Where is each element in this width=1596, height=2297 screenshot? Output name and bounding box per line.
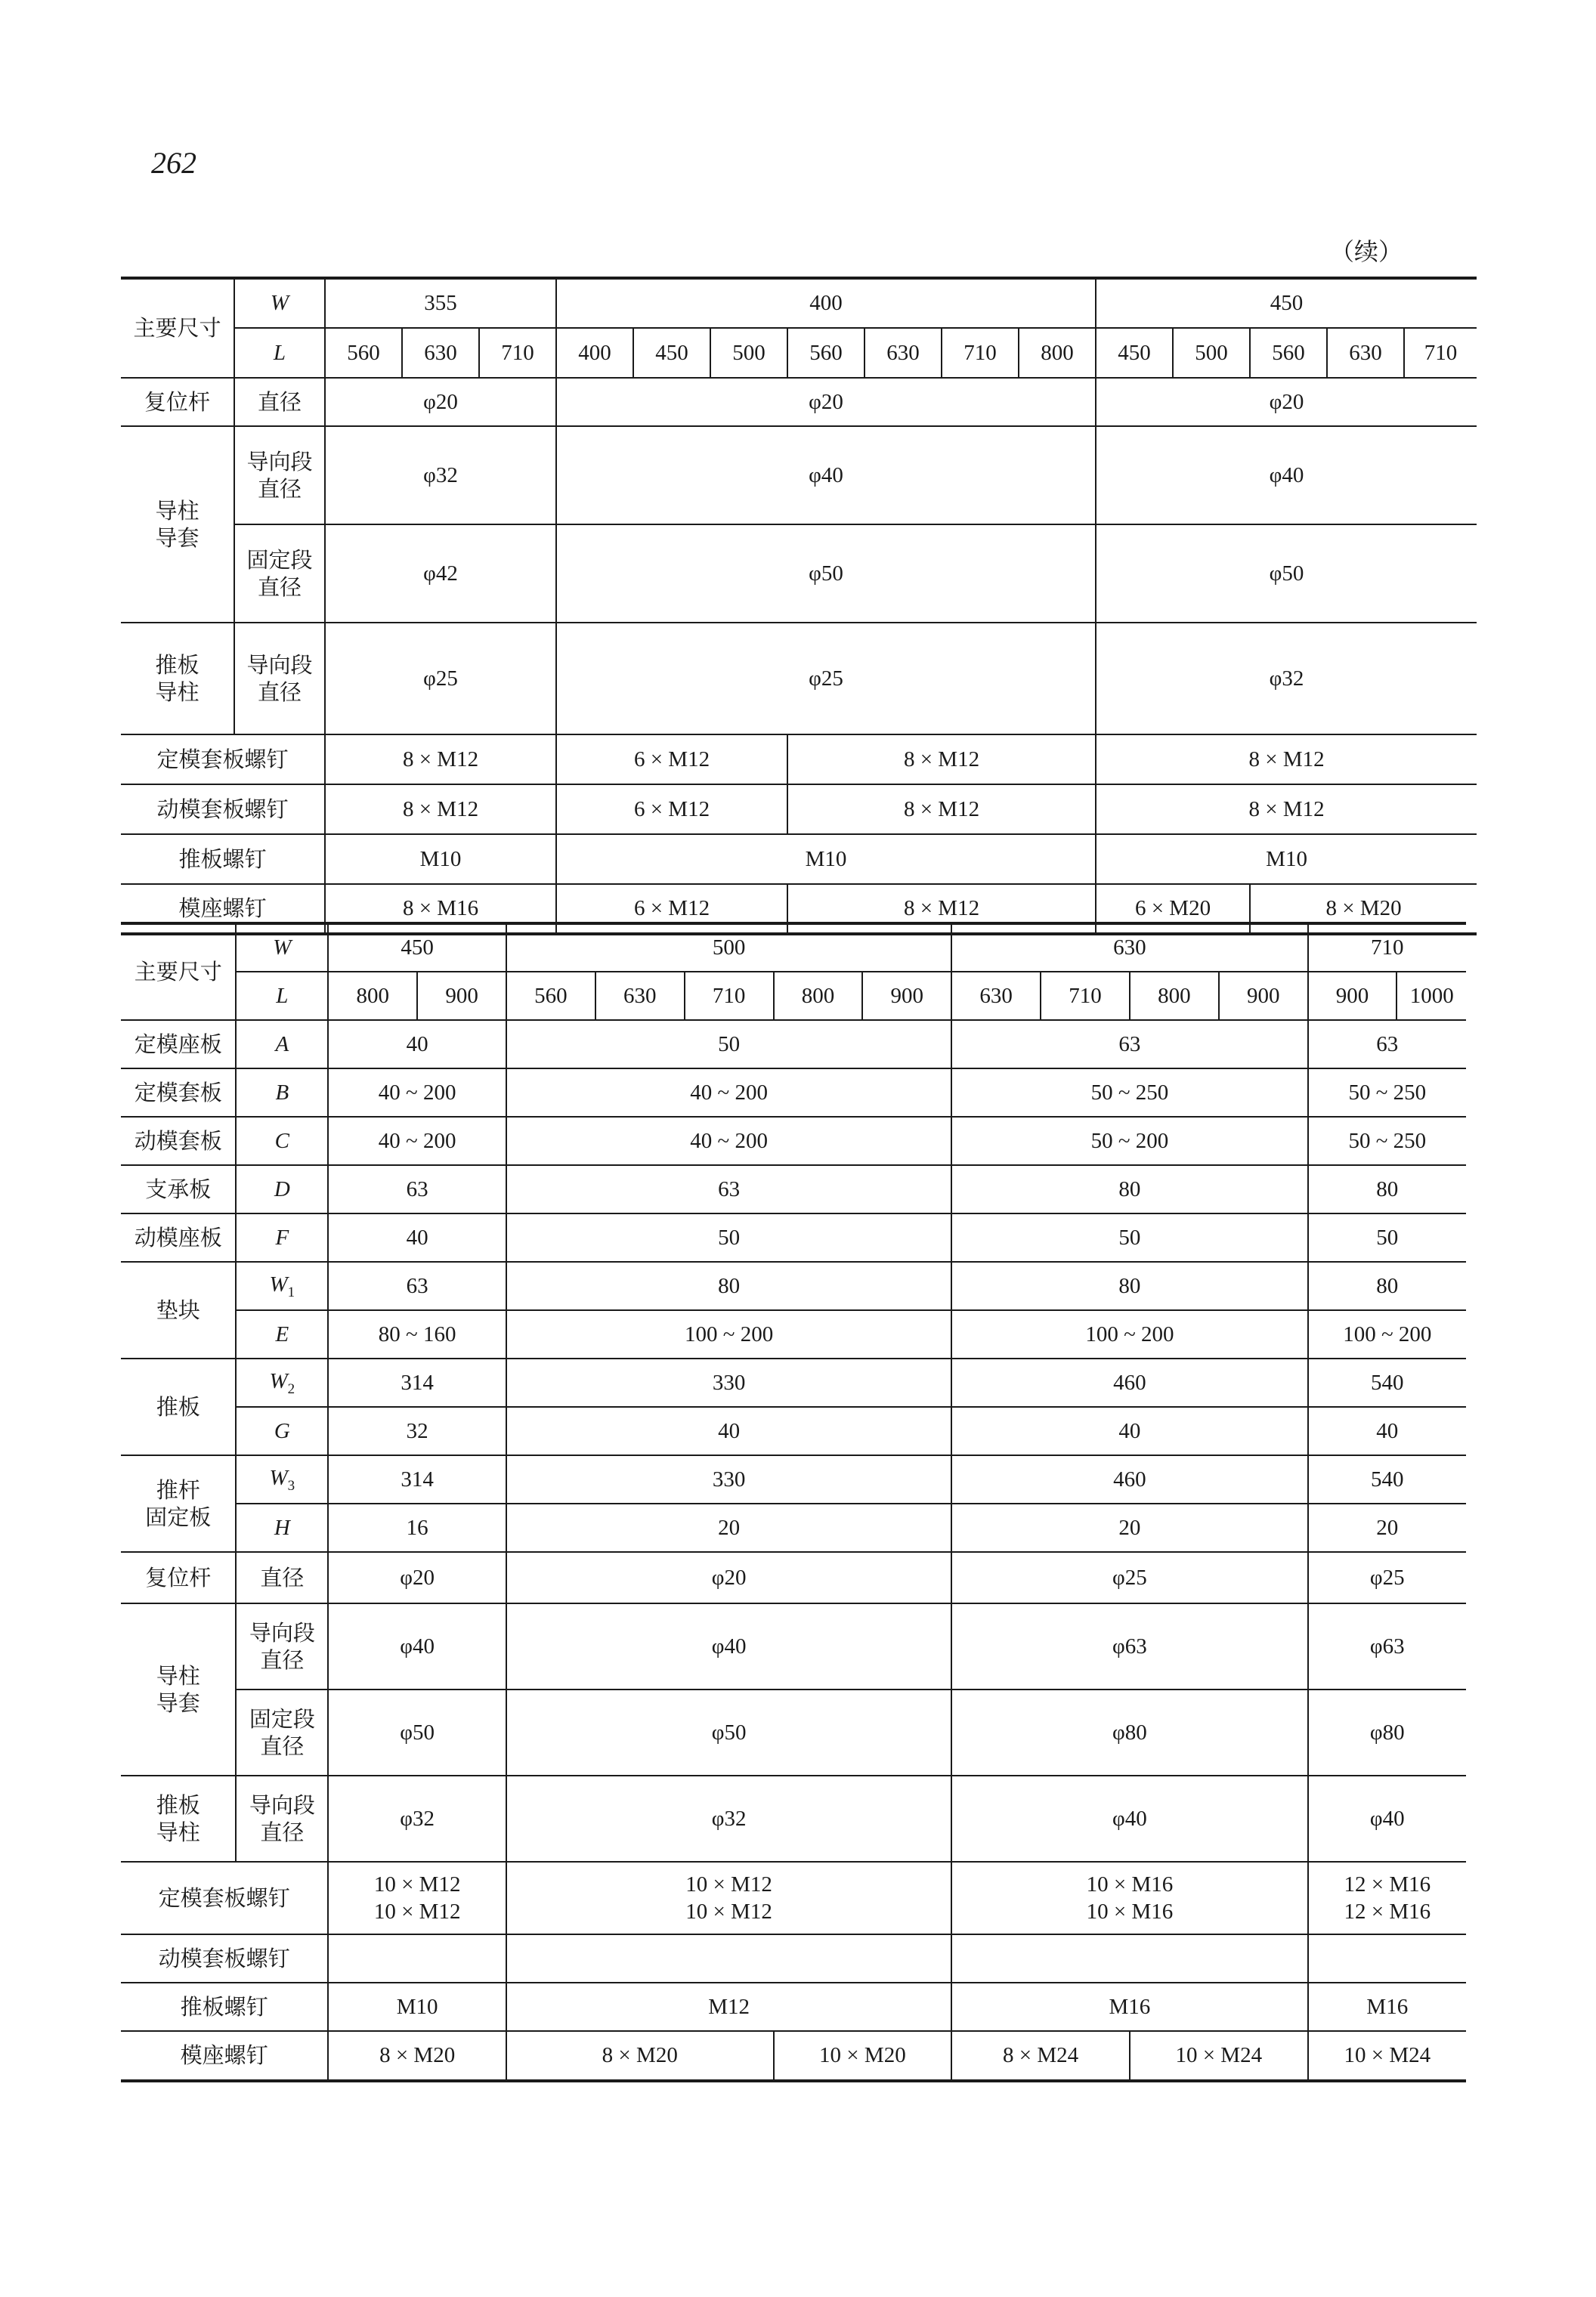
cell-value-empty bbox=[328, 1934, 506, 1983]
cell-value: 314 bbox=[328, 1359, 506, 1407]
base-screws-label: 模座螺钉 bbox=[121, 884, 325, 934]
cell-value: 6 × M12 bbox=[556, 734, 787, 784]
pad-block-label: 垫块 bbox=[121, 1262, 236, 1359]
cell-value: φ32 bbox=[1096, 623, 1477, 734]
w-value: 400 bbox=[556, 278, 1096, 328]
ejector-screws-label: 推板螺钉 bbox=[121, 834, 325, 884]
cell-value: M10 bbox=[556, 834, 1096, 884]
symbol-subscript: 1 bbox=[287, 1284, 295, 1300]
l-value: 630 bbox=[865, 328, 942, 378]
cell-value: M10 bbox=[328, 1983, 506, 2031]
cell-value: 20 bbox=[506, 1504, 951, 1552]
cell-value: φ40 bbox=[951, 1776, 1307, 1862]
symbol-letter: W bbox=[269, 1465, 288, 1490]
label-line: 导向段 bbox=[249, 1792, 315, 1818]
cell-value: 330 bbox=[506, 1455, 951, 1504]
label-line: 直径 bbox=[257, 574, 302, 600]
main-dims-label: 主要尺寸 bbox=[121, 923, 236, 1020]
cell-value: φ20 bbox=[325, 378, 556, 426]
cell-value: 20 bbox=[951, 1504, 1307, 1552]
l-value: 500 bbox=[1173, 328, 1250, 378]
row-symbol: B bbox=[236, 1068, 328, 1117]
value-line: 12 × M16 bbox=[1344, 1900, 1431, 1924]
guide-pillar-label bbox=[121, 426, 234, 623]
label-line: 直径 bbox=[260, 1733, 305, 1759]
sym-w: W bbox=[234, 278, 325, 328]
l-value: 710 bbox=[1404, 328, 1477, 378]
cell-value: φ40 bbox=[1096, 426, 1477, 524]
cell-value: 100 ~ 200 bbox=[1308, 1310, 1466, 1359]
label-line: 直径 bbox=[257, 679, 302, 705]
cell-value-empty bbox=[951, 1934, 1307, 1983]
l-value: 1000 bbox=[1396, 972, 1466, 1020]
label-line: 导柱 bbox=[156, 1819, 200, 1845]
row-symbol: D bbox=[236, 1165, 328, 1213]
cell-value: φ80 bbox=[951, 1690, 1307, 1776]
cell-value: 100 ~ 200 bbox=[506, 1310, 951, 1359]
guide-section-label bbox=[236, 1776, 328, 1862]
l-value: 560 bbox=[325, 328, 402, 378]
cell-value: 10 × M20 bbox=[774, 2031, 952, 2081]
cell-value: 8 × M12 bbox=[1096, 734, 1477, 784]
row-symbol bbox=[236, 1359, 328, 1407]
cell-value: φ50 bbox=[328, 1690, 506, 1776]
cell-value: φ32 bbox=[506, 1776, 951, 1862]
label-line: 直径 bbox=[260, 1647, 305, 1673]
diameter-label: 直径 bbox=[234, 378, 325, 426]
cell-value: 10 × M24 bbox=[1130, 2031, 1308, 2081]
l-value: 630 bbox=[402, 328, 479, 378]
l-value: 800 bbox=[328, 972, 417, 1020]
l-value: 800 bbox=[1019, 328, 1096, 378]
row-symbol: G bbox=[236, 1407, 328, 1455]
cell-value: 8 × M12 bbox=[787, 884, 1096, 934]
diameter-label: 直径 bbox=[236, 1552, 328, 1603]
l-value: 900 bbox=[1308, 972, 1397, 1020]
l-value: 630 bbox=[1327, 328, 1404, 378]
cell-value: 63 bbox=[328, 1165, 506, 1213]
w-value: 355 bbox=[325, 278, 556, 328]
cell-value: 80 bbox=[506, 1262, 951, 1310]
l-value: 450 bbox=[633, 328, 710, 378]
w-value: 450 bbox=[1096, 278, 1477, 328]
cell-value: 50 bbox=[951, 1213, 1307, 1262]
label-line: 导套 bbox=[156, 1690, 200, 1716]
cell-value: 63 bbox=[506, 1165, 951, 1213]
cell-value: 8 × M20 bbox=[1250, 884, 1477, 934]
label-line: 直径 bbox=[257, 476, 302, 502]
cell-value: 8 × M16 bbox=[325, 884, 556, 934]
symbol-subscript: 3 bbox=[287, 1477, 295, 1494]
cell-value: 80 bbox=[1308, 1165, 1466, 1213]
cell-value: 80 bbox=[951, 1262, 1307, 1310]
cell-value: M10 bbox=[1096, 834, 1477, 884]
value-line: 10 × M16 bbox=[1086, 1900, 1174, 1924]
label-line: 导柱 bbox=[156, 1662, 200, 1689]
cell-value: M16 bbox=[1308, 1983, 1466, 2031]
cell-value: M12 bbox=[506, 1983, 951, 2031]
cell-value: φ20 bbox=[556, 378, 1096, 426]
cell-value: 50 bbox=[506, 1020, 951, 1068]
cell-value: φ32 bbox=[328, 1776, 506, 1862]
cell-value: 6 × M12 bbox=[556, 784, 787, 834]
label-line: 推杆 bbox=[156, 1476, 200, 1503]
cell-value: 40 ~ 200 bbox=[506, 1068, 951, 1117]
value-line: 10 × M16 bbox=[1086, 1872, 1174, 1897]
l-value: 900 bbox=[417, 972, 506, 1020]
cell-value: 40 bbox=[506, 1407, 951, 1455]
symbol-letter: W bbox=[269, 1272, 288, 1297]
cell-value: φ40 bbox=[1308, 1776, 1466, 1862]
spec-table-upper bbox=[121, 277, 1477, 935]
cell-value: 460 bbox=[951, 1359, 1307, 1407]
label-line: 固定板 bbox=[145, 1504, 212, 1530]
moving-plate-screws-label: 动模套板螺钉 bbox=[121, 1934, 328, 1983]
row-symbol bbox=[236, 1455, 328, 1504]
row-symbol bbox=[236, 1262, 328, 1310]
cell-value: 40 bbox=[1308, 1407, 1466, 1455]
ejector-plate-label: 推板 bbox=[121, 1359, 236, 1455]
cell-value: 16 bbox=[328, 1504, 506, 1552]
cell-value: 8 × M20 bbox=[328, 2031, 506, 2081]
cell-value: 40 ~ 200 bbox=[328, 1068, 506, 1117]
value-line: 12 × M16 bbox=[1344, 1872, 1431, 1897]
label-line: 导向段 bbox=[246, 448, 313, 475]
l-value: 500 bbox=[710, 328, 787, 378]
l-value: 560 bbox=[1250, 328, 1327, 378]
cell-value: φ20 bbox=[506, 1552, 951, 1603]
cell-value: 32 bbox=[328, 1407, 506, 1455]
cell-value: 8 × M12 bbox=[325, 784, 556, 834]
cell-value: 8 × M12 bbox=[787, 784, 1096, 834]
ejector-screws-label: 推板螺钉 bbox=[121, 1983, 328, 2031]
cell-value: 63 bbox=[1308, 1020, 1466, 1068]
cell-value: 10 × M24 bbox=[1308, 2031, 1466, 2081]
l-value: 710 bbox=[685, 972, 774, 1020]
cell-value: 50 ~ 250 bbox=[1308, 1117, 1466, 1165]
symbol-letter: W bbox=[269, 1368, 288, 1393]
cell-value: 40 ~ 200 bbox=[506, 1117, 951, 1165]
base-screws-label: 模座螺钉 bbox=[121, 2031, 328, 2081]
row-symbol: F bbox=[236, 1213, 328, 1262]
l-value: 800 bbox=[774, 972, 863, 1020]
cell-value bbox=[328, 1862, 506, 1934]
row-label: 定模套板 bbox=[121, 1068, 236, 1117]
row-symbol: H bbox=[236, 1504, 328, 1552]
label-line: 直径 bbox=[260, 1819, 305, 1845]
cell-value bbox=[506, 1862, 951, 1934]
cell-value: 50 ~ 250 bbox=[1308, 1068, 1466, 1117]
fixed-plate-screws-label: 定模套板螺钉 bbox=[121, 1862, 328, 1934]
spec-table-lower bbox=[121, 922, 1466, 2082]
cell-value: φ25 bbox=[325, 623, 556, 734]
cell-value: 40 bbox=[328, 1020, 506, 1068]
cell-value: φ63 bbox=[1308, 1603, 1466, 1690]
cell-value: 40 ~ 200 bbox=[328, 1117, 506, 1165]
cell-value: 50 bbox=[1308, 1213, 1466, 1262]
cell-value: 80 ~ 160 bbox=[328, 1310, 506, 1359]
cell-value: 100 ~ 200 bbox=[951, 1310, 1307, 1359]
cell-value: φ25 bbox=[951, 1552, 1307, 1603]
sym-l: L bbox=[236, 972, 328, 1020]
guide-pillar-label bbox=[121, 1603, 236, 1776]
cell-value: φ50 bbox=[556, 524, 1096, 623]
moving-plate-screws-label: 动模套板螺钉 bbox=[121, 784, 325, 834]
cell-value: 6 × M12 bbox=[556, 884, 787, 934]
w-value: 710 bbox=[1308, 923, 1466, 972]
cell-value: M10 bbox=[325, 834, 556, 884]
cell-value: 80 bbox=[1308, 1262, 1466, 1310]
l-value: 800 bbox=[1130, 972, 1219, 1020]
fixed-section-label bbox=[236, 1690, 328, 1776]
cell-value-empty bbox=[1308, 1934, 1466, 1983]
l-value: 630 bbox=[951, 972, 1041, 1020]
label-line: 导套 bbox=[155, 525, 200, 551]
l-value: 450 bbox=[1096, 328, 1173, 378]
cell-value: 330 bbox=[506, 1359, 951, 1407]
label-line: 固定段 bbox=[246, 546, 313, 573]
value-line: 10 × M12 bbox=[685, 1900, 772, 1924]
main-dims-label: 主要尺寸 bbox=[121, 278, 234, 378]
cell-value: 314 bbox=[328, 1455, 506, 1504]
cell-value: 8 × M12 bbox=[787, 734, 1096, 784]
l-value: 710 bbox=[942, 328, 1019, 378]
cell-value: φ20 bbox=[1096, 378, 1477, 426]
cell-value: 63 bbox=[951, 1020, 1307, 1068]
row-label: 动模套板 bbox=[121, 1117, 236, 1165]
reset-rod-label: 复位杆 bbox=[121, 378, 234, 426]
cell-value bbox=[951, 1862, 1307, 1934]
reset-rod-label: 复位杆 bbox=[121, 1552, 236, 1603]
w-value: 500 bbox=[506, 923, 951, 972]
l-value: 560 bbox=[506, 972, 595, 1020]
row-label: 动模座板 bbox=[121, 1213, 236, 1262]
cell-value: φ32 bbox=[325, 426, 556, 524]
w-value: 630 bbox=[951, 923, 1307, 972]
label-line: 固定段 bbox=[249, 1705, 315, 1732]
cell-value: φ40 bbox=[506, 1603, 951, 1690]
cell-value: φ20 bbox=[328, 1552, 506, 1603]
w-value: 450 bbox=[328, 923, 506, 972]
l-value: 400 bbox=[556, 328, 633, 378]
cell-value: φ42 bbox=[325, 524, 556, 623]
fixed-plate-screws-label: 定模套板螺钉 bbox=[121, 734, 325, 784]
sym-l: L bbox=[234, 328, 325, 378]
cell-value: 20 bbox=[1308, 1504, 1466, 1552]
l-value: 560 bbox=[787, 328, 865, 378]
continued-label: （续） bbox=[1330, 237, 1403, 266]
cell-value: 40 bbox=[951, 1407, 1307, 1455]
row-symbol: E bbox=[236, 1310, 328, 1359]
cell-value: 8 × M24 bbox=[951, 2031, 1130, 2081]
ejector-guide-label bbox=[121, 1776, 236, 1862]
cell-value: 540 bbox=[1308, 1359, 1466, 1407]
cell-value-empty bbox=[506, 1934, 951, 1983]
cell-value: φ63 bbox=[951, 1603, 1307, 1690]
cell-value: 40 bbox=[328, 1213, 506, 1262]
cell-value: φ25 bbox=[556, 623, 1096, 734]
cell-value: 50 ~ 250 bbox=[951, 1068, 1307, 1117]
label-line: 导柱 bbox=[155, 497, 200, 524]
symbol-subscript: 2 bbox=[287, 1380, 295, 1397]
guide-section-label bbox=[234, 426, 325, 524]
l-value: 710 bbox=[1041, 972, 1130, 1020]
row-symbol: C bbox=[236, 1117, 328, 1165]
cell-value: 8 × M12 bbox=[1096, 784, 1477, 834]
sym-w: W bbox=[236, 923, 328, 972]
cell-value: 50 bbox=[506, 1213, 951, 1262]
fixed-section-label bbox=[234, 524, 325, 623]
cell-value bbox=[1308, 1862, 1466, 1934]
cell-value: 50 ~ 200 bbox=[951, 1117, 1307, 1165]
guide-section-label bbox=[234, 623, 325, 734]
label-line: 推板 bbox=[155, 651, 200, 678]
cell-value: φ40 bbox=[328, 1603, 506, 1690]
cell-value: 8 × M12 bbox=[325, 734, 556, 784]
ejector-guide-label bbox=[121, 623, 234, 734]
l-value: 900 bbox=[862, 972, 951, 1020]
l-value: 710 bbox=[479, 328, 556, 378]
row-symbol: A bbox=[236, 1020, 328, 1068]
cell-value: 540 bbox=[1308, 1455, 1466, 1504]
cell-value: M16 bbox=[951, 1983, 1307, 2031]
value-line: 10 × M12 bbox=[373, 1872, 461, 1897]
cell-value: φ80 bbox=[1308, 1690, 1466, 1776]
l-value: 900 bbox=[1219, 972, 1308, 1020]
l-value: 630 bbox=[595, 972, 685, 1020]
cell-value: 63 bbox=[328, 1262, 506, 1310]
label-line: 推板 bbox=[156, 1792, 200, 1818]
cell-value: φ50 bbox=[1096, 524, 1477, 623]
value-line: 10 × M12 bbox=[373, 1900, 461, 1924]
label-line: 导柱 bbox=[155, 679, 200, 705]
page-number: 262 bbox=[151, 146, 196, 180]
guide-section-label bbox=[236, 1603, 328, 1690]
cell-value: 460 bbox=[951, 1455, 1307, 1504]
cell-value: 8 × M20 bbox=[506, 2031, 774, 2081]
cell-value: φ25 bbox=[1308, 1552, 1466, 1603]
cell-value: φ40 bbox=[556, 426, 1096, 524]
value-line: 10 × M12 bbox=[685, 1872, 772, 1897]
pin-retainer-label bbox=[121, 1455, 236, 1552]
row-label: 定模座板 bbox=[121, 1020, 236, 1068]
cell-value: 80 bbox=[951, 1165, 1307, 1213]
cell-value: 6 × M20 bbox=[1096, 884, 1250, 934]
cell-value: φ50 bbox=[506, 1690, 951, 1776]
label-line: 导向段 bbox=[249, 1619, 315, 1646]
label-line: 导向段 bbox=[246, 651, 313, 678]
row-label: 支承板 bbox=[121, 1165, 236, 1213]
